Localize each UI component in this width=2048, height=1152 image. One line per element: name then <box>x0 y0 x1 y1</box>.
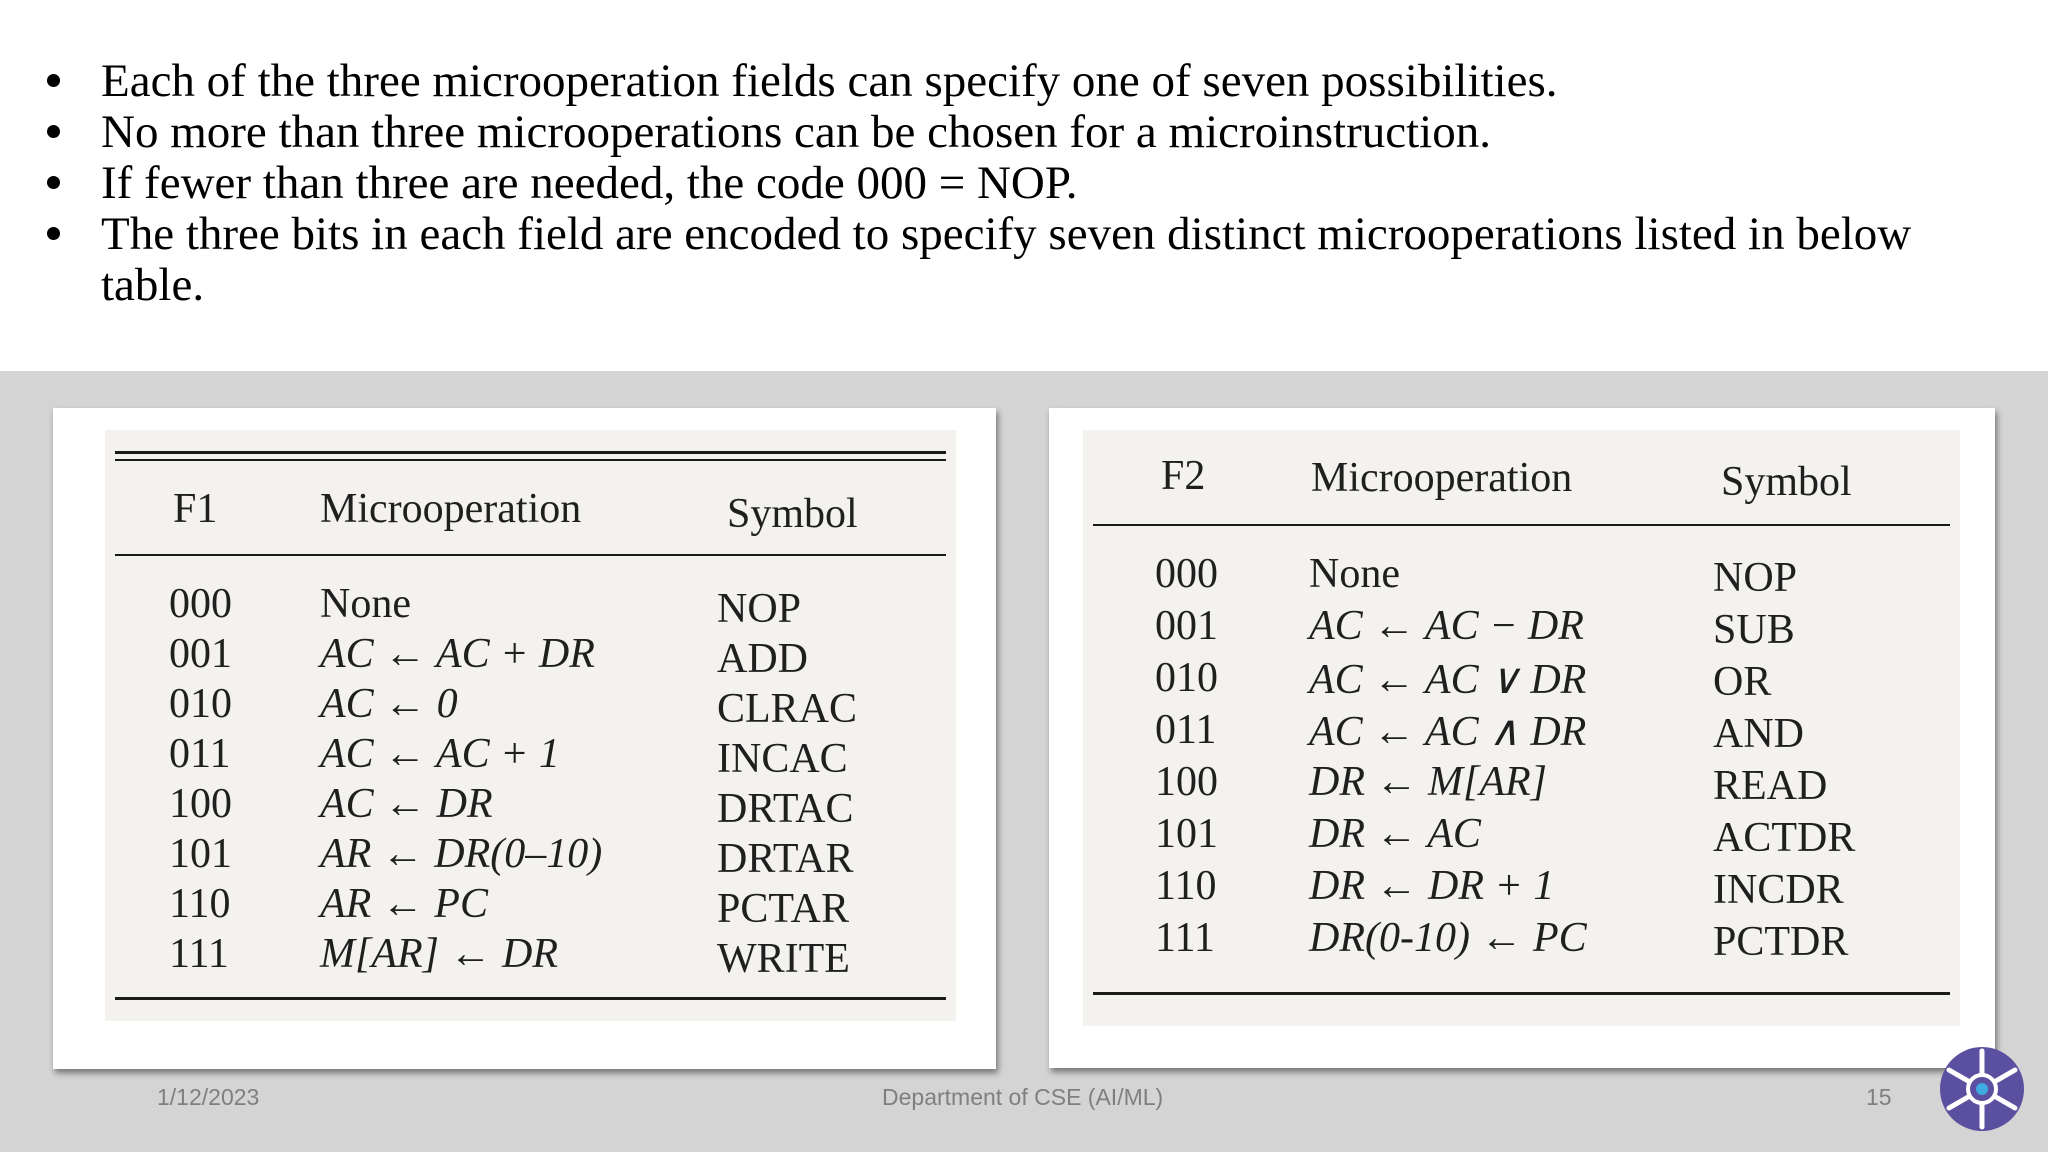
row-symbol: CLRAC <box>717 686 858 732</box>
row-code: 000 <box>1155 551 1218 597</box>
row-code: 100 <box>169 781 232 827</box>
row-microoperation: DR ← DR + 1 <box>1309 863 1555 909</box>
row-microoperation: DR(0-10) ← PC <box>1309 915 1587 961</box>
table-top-rule-thin <box>115 459 946 461</box>
header-rule <box>1093 524 1950 526</box>
row-microoperation: AC ← AC + DR <box>320 631 595 677</box>
row-symbol: ACTDR <box>1713 815 1856 861</box>
row-code: 100 <box>1155 759 1218 805</box>
row-microoperation: AC ← AC ∨ DR <box>1309 657 1587 703</box>
footer-department: Department of CSE (AI/ML) <box>882 1084 1164 1110</box>
bullet-item <box>44 209 2004 311</box>
row-microoperation: AC ← 0 <box>320 681 458 727</box>
row-symbol: ADD <box>717 636 808 682</box>
row-symbol: INCAC <box>717 736 848 782</box>
row-code: 011 <box>1155 707 1217 753</box>
bullet-dot-icon <box>47 125 60 138</box>
row-symbol: WRITE <box>717 936 850 982</box>
header-code: F2 <box>1161 453 1206 499</box>
row-symbol: INCDR <box>1713 867 1844 913</box>
header-microoperation: Microoperation <box>1311 455 1573 501</box>
row-microoperation: AC ← AC ∧ DR <box>1309 709 1587 755</box>
row-symbol: PCTDR <box>1713 919 1849 965</box>
row-code: 111 <box>169 931 229 977</box>
row-symbol: DRTAC <box>717 786 854 832</box>
row-code: 000 <box>169 581 232 627</box>
bullet-dot-icon <box>47 176 60 189</box>
row-microoperation: DR ← M[AR] <box>1309 759 1547 805</box>
bullet-item <box>44 107 2004 158</box>
row-code: 101 <box>169 831 232 877</box>
table-top-rule <box>115 451 946 454</box>
row-microoperation: AR ← PC <box>320 881 488 927</box>
row-code: 011 <box>169 731 231 777</box>
row-microoperation: AC ← DR <box>320 781 493 827</box>
bullet-text: The three bits in each field are encoded to specify seven distinct microoperations listed in below table. <box>101 208 1912 311</box>
row-symbol: SUB <box>1713 607 1795 653</box>
footer-date: 1/12/2023 <box>157 1084 260 1110</box>
row-code: 101 <box>1155 811 1218 857</box>
row-code: 111 <box>1155 915 1215 961</box>
row-code: 110 <box>169 881 231 927</box>
row-symbol: NOP <box>717 586 802 632</box>
footer-page-number: 15 <box>1866 1084 1892 1110</box>
row-symbol: READ <box>1713 763 1828 809</box>
row-code: 001 <box>1155 603 1218 649</box>
row-symbol: PCTAR <box>717 886 850 932</box>
header-symbol: Symbol <box>1721 459 1852 505</box>
row-symbol: NOP <box>1713 555 1798 601</box>
bullet-dot-icon <box>47 74 60 87</box>
bullet-text: If fewer than three are needed, the code 000 = NOP. <box>101 157 1078 209</box>
header-symbol: Symbol <box>727 491 858 537</box>
row-microoperation: AR ← DR(0–10) <box>320 831 603 877</box>
row-microoperation: None <box>320 581 411 627</box>
f1-table <box>105 430 956 1021</box>
row-symbol: AND <box>1713 711 1804 757</box>
row-microoperation: None <box>1309 551 1400 597</box>
f2-table <box>1083 430 1960 1026</box>
bullet-text: Each of the three microoperation fields can specify one of seven possibilities. <box>101 55 1558 107</box>
header-rule <box>115 554 946 556</box>
row-symbol: DRTAR <box>717 836 854 882</box>
row-microoperation: AC ← AC − DR <box>1309 603 1584 649</box>
row-code: 001 <box>169 631 232 677</box>
table-bottom-rule <box>115 997 946 1000</box>
row-code: 010 <box>169 681 232 727</box>
row-code: 110 <box>1155 863 1217 909</box>
row-microoperation: DR ← AC <box>1309 811 1481 857</box>
row-code: 010 <box>1155 655 1218 701</box>
bullet-item <box>44 158 2004 209</box>
table-bottom-rule <box>1093 992 1950 995</box>
header-microoperation: Microoperation <box>320 486 582 532</box>
bullet-list <box>44 56 2004 311</box>
f2-table-card <box>1049 408 1995 1068</box>
row-symbol: OR <box>1713 659 1772 705</box>
bullet-item <box>44 56 2004 107</box>
row-microoperation: M[AR] ← DR <box>320 931 558 977</box>
bullet-text: No more than three microoperations can be chosen for a microinstruction. <box>101 106 1491 158</box>
institution-logo-icon <box>1938 1045 2026 1133</box>
bullet-dot-icon <box>47 227 60 240</box>
header-code: F1 <box>173 486 218 532</box>
f1-table-card <box>53 408 996 1069</box>
row-microoperation: AC ← AC + 1 <box>320 731 560 777</box>
